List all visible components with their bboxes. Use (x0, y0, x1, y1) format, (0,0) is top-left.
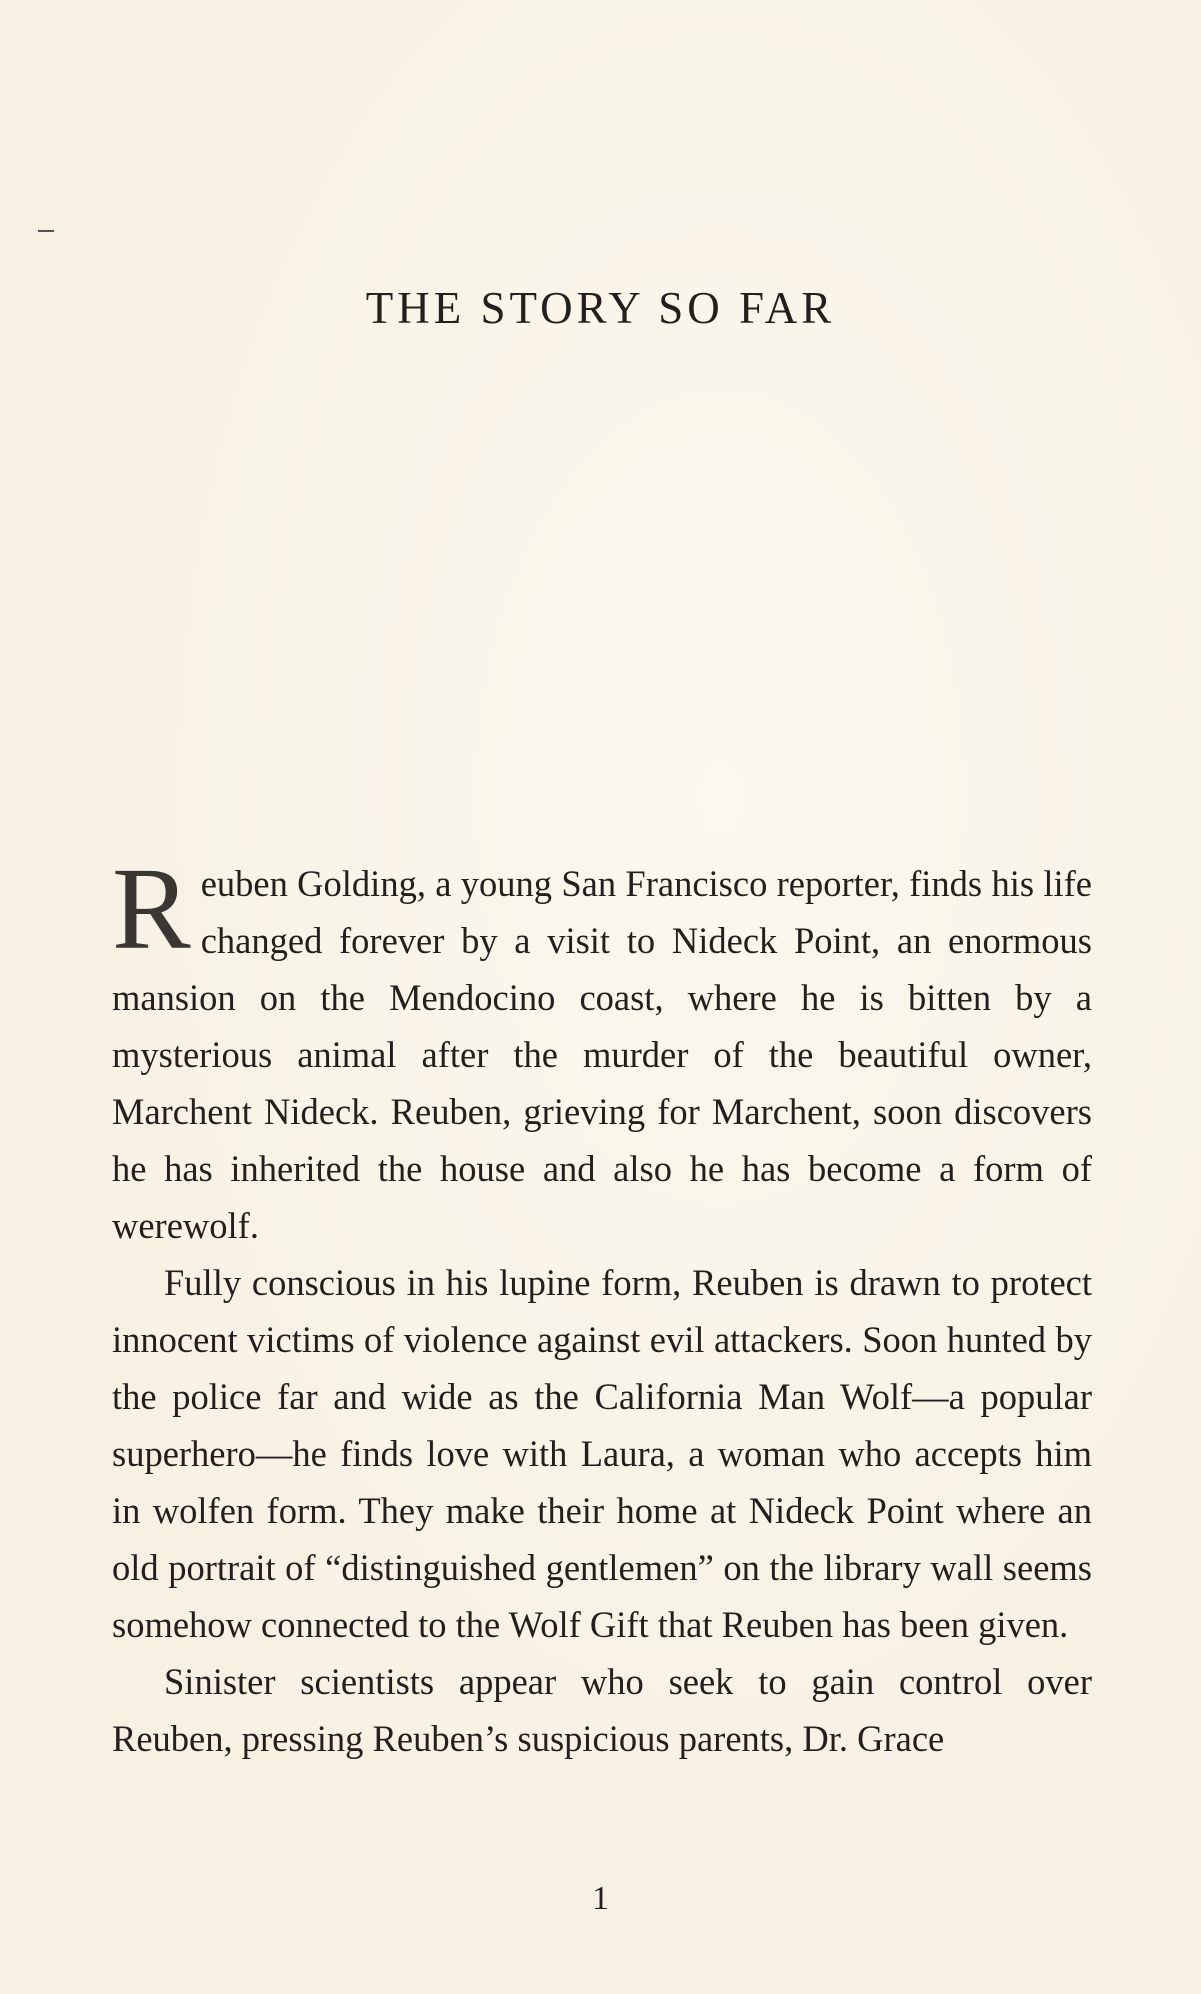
page-number: 1 (592, 1880, 609, 1917)
paragraph-1-text: euben Golding, a young San Francisco reporter, finds his life changed forever by a visit to Nideck Point, an enormous mansion on the Mendocino coast, where he is bitten by a mysterious animal after the murder of the beautiful owner, Marchent Nideck. Reuben, grieving for Marchent, soon discovers he has inherited the house and also he has become a form of werewolf. (112, 863, 1092, 1246)
paragraph-1 (112, 843, 1092, 1254)
body-text (112, 843, 1092, 1767)
paragraph-2: Fully conscious in his lupine form, Reuben is drawn to protect innocent victims of violence against evil attackers. Soon hunted by the police far and wide as the California Man Wolf—a popular superhero—he finds love with Laura, a woman who accepts him in wolfen form. They make their home at Nideck Point where an old portrait of “distinguished gentlemen” on the library wall seems somehow connected to the Wolf Gift that Reuben has been given. (112, 1262, 1092, 1645)
page-title: THE STORY SO FAR (365, 283, 836, 333)
scan-mark (38, 230, 54, 232)
paragraph-3: Sinister scientists appear who seek to gain control over Reuben, pressing Reuben’s suspicious parents, Dr. Grace (112, 1661, 1092, 1759)
drop-cap: R (112, 843, 191, 974)
